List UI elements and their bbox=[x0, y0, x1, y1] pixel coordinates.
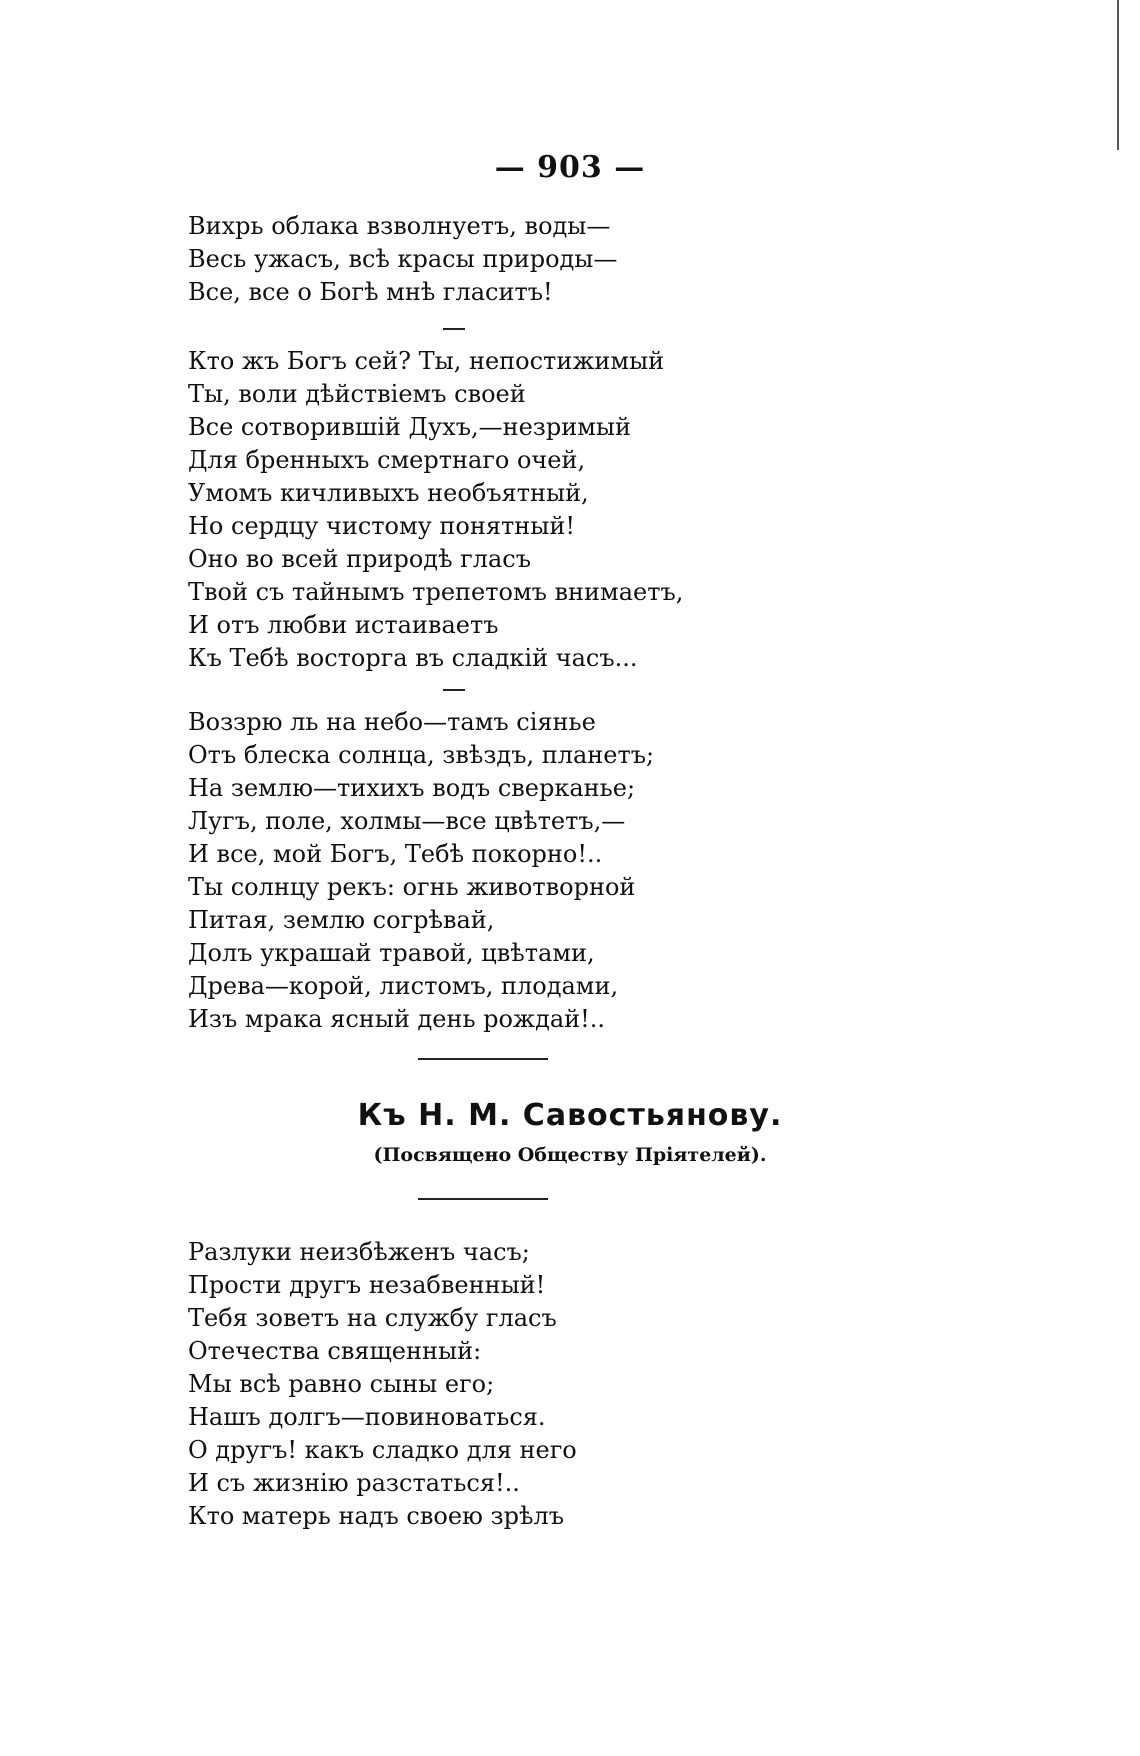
verse-line: И все, мой Богъ, Тебѣ покорно!.. bbox=[188, 840, 603, 868]
stanza-1 bbox=[188, 210, 617, 309]
verse-line: Къ Тебѣ восторга въ сладкій часъ... bbox=[188, 644, 638, 672]
stanza-4 bbox=[188, 1236, 577, 1533]
verse-line: Нашъ долгъ—повиноваться. bbox=[188, 1403, 546, 1431]
page-edge-line bbox=[1117, 0, 1119, 150]
stanza-2 bbox=[188, 345, 683, 675]
verse-line: Вихрь облака взволнуетъ, воды— bbox=[188, 212, 611, 240]
verse-line: И отъ любви истаиваетъ bbox=[188, 611, 499, 639]
verse-line: Умомъ кичливыхъ необъятный, bbox=[188, 479, 589, 507]
verse-line: И съ жизнію разстаться!.. bbox=[188, 1469, 520, 1497]
stanza-3 bbox=[188, 706, 654, 1036]
verse-line: Долъ украшай травой, цвѣтами, bbox=[188, 939, 595, 967]
page-number: — 903 — bbox=[494, 150, 646, 185]
verse-line: Отъ блеска солнца, звѣздъ, планетъ; bbox=[188, 741, 655, 769]
verse-line: Все, все о Богѣ мнѣ гласитъ! bbox=[188, 278, 553, 306]
verse-line: Питая, землю согрѣвай, bbox=[188, 906, 495, 934]
verse-line: Все сотворившій Духъ,—незримый bbox=[188, 413, 632, 441]
verse-line: На землю—тихихъ водъ сверканье; bbox=[188, 774, 636, 802]
verse-line: Кто матерь надъ своею зрѣлъ bbox=[188, 1502, 564, 1530]
verse-line: Прости другъ незабвенный! bbox=[188, 1271, 546, 1299]
verse-line: Лугъ, поле, холмы—все цвѣтетъ,— bbox=[188, 807, 626, 835]
verse-line: Отечества священный: bbox=[188, 1337, 482, 1365]
verse-line: Весь ужасъ, всѣ красы природы— bbox=[188, 245, 618, 273]
stanza-separator bbox=[443, 328, 465, 330]
verse-line: Изъ мрака ясный день рождай!.. bbox=[188, 1005, 606, 1033]
section-rule bbox=[418, 1198, 548, 1200]
verse-line: Твой съ тайнымъ трепетомъ внимаетъ, bbox=[188, 578, 684, 606]
verse-line: Древа—корой, листомъ, плодами, bbox=[188, 972, 619, 1000]
section-rule bbox=[418, 1058, 548, 1060]
verse-line: Разлуки неизбѣженъ часъ; bbox=[188, 1238, 530, 1266]
verse-line: Воззрю ль на небо—тамъ сіянье bbox=[188, 708, 596, 736]
verse-line: Кто жъ Богъ сей? Ты, непостижимый bbox=[188, 347, 665, 375]
verse-line: Но сердцу чистому понятный! bbox=[188, 512, 576, 540]
verse-line: Тебя зоветъ на службу гласъ bbox=[188, 1304, 557, 1332]
verse-line: Для бренныхъ смертнаго очей, bbox=[188, 446, 586, 474]
verse-line: О другъ! какъ сладко для него bbox=[188, 1436, 577, 1464]
stanza-separator bbox=[443, 689, 465, 691]
verse-line: Ты солнцу рекъ: огнь животворной bbox=[188, 873, 636, 901]
verse-line: Оно во всей природѣ гласъ bbox=[188, 545, 532, 573]
poem-title: Къ Н. М. Савостьянову. bbox=[357, 1098, 783, 1133]
poem-dedication: (Посвящено Обществу Пріятелей). bbox=[373, 1144, 767, 1166]
verse-line: Ты, воли дѣйствіемъ своей bbox=[188, 380, 526, 408]
verse-line: Мы всѣ равно сыны его; bbox=[188, 1370, 495, 1398]
